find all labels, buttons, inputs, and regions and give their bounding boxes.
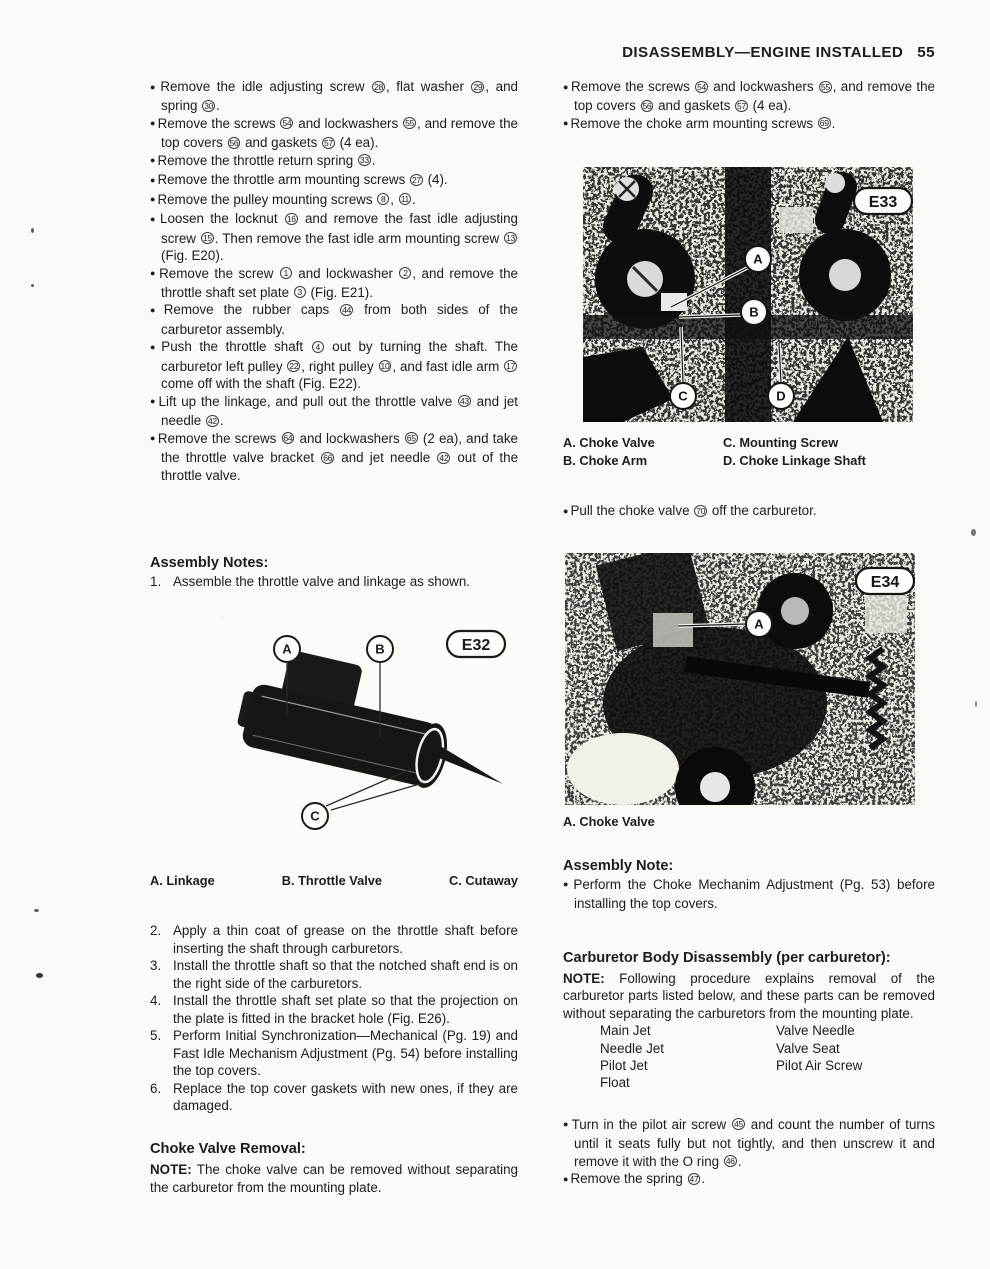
figure-e34 <box>565 553 915 805</box>
circled-part-number: 65 <box>406 433 416 444</box>
assembly-step <box>150 573 518 590</box>
step-number: 1. <box>150 573 162 589</box>
list-item: ● Turn in the pilot air screw 45 and count the number of turns until it seats fully but not tightly, and then unscrew it and remove it with the O ring 46 . <box>563 1116 935 1170</box>
leader-lines <box>678 624 746 626</box>
part-item: Float <box>600 1075 630 1091</box>
circled-part-number: 27 <box>411 174 421 185</box>
step-text: Perform Initial Synchronization—Mechanical (Pg. 19) and Fast Idle Mechanism Adjustment (Pg. 54) before installing the top covers. <box>173 1028 518 1079</box>
list-item: ● Remove the screws 54 and lockwashers 55 , and remove the top covers 56 and gaskets 57 (4 ea). <box>150 115 518 152</box>
circled-part-number: 4 <box>312 341 324 353</box>
figure-e32 <box>185 616 515 861</box>
part-item: Needle Jet <box>600 1040 665 1056</box>
circled-part-number: 10 <box>380 361 390 372</box>
choke-valve-removal-heading: Choke Valve Removal: <box>150 1141 306 1158</box>
step-number: 2. <box>150 923 162 939</box>
svg-text:A: A <box>753 252 763 268</box>
svg-text:E33: E33 <box>868 194 898 212</box>
list-item: ● Loosen the locknut 16 and remove the fast idle adjusting screw 15 . Then remove the fast idle arm mounting screw 13 (Fig. E20). <box>150 210 518 264</box>
svg-text:B: B <box>375 642 385 658</box>
note-paragraph <box>563 970 935 1022</box>
callout-c <box>302 803 328 829</box>
circled-part-number: 22 <box>289 361 299 372</box>
part-item: Pilot Jet <box>600 1057 648 1073</box>
list-item: ● Remove the throttle arm mounting screws 27 (4). <box>150 171 518 190</box>
step-number: 6. <box>150 1080 162 1096</box>
callout-b <box>741 299 767 325</box>
part-item: Valve Needle <box>776 1023 855 1039</box>
step-number: 5. <box>150 1028 162 1044</box>
figure-caption: B. Throttle Valve <box>281 873 382 889</box>
removal-bullet-list <box>563 78 935 134</box>
circled-part-number: 69 <box>819 118 829 129</box>
figure-badge <box>856 568 914 594</box>
list-item: ● Remove the rubber caps 44 from both sides of the carburetor assembly. <box>150 301 518 338</box>
svg-text:C: C <box>310 809 320 825</box>
assembly-step <box>150 992 518 1027</box>
circled-part-number: 44 <box>342 304 352 315</box>
carburetor-body-heading: Carburetor Body Disassembly (per carburetor): <box>563 949 891 966</box>
callout-a <box>745 246 771 272</box>
figure-e32-captions <box>150 873 518 888</box>
figure-e33 <box>583 167 913 422</box>
step-text: Replace the top cover gaskets with new ones, if they are damaged. <box>173 1080 518 1113</box>
circled-part-number: 3 <box>294 286 306 298</box>
circled-part-number: 56 <box>642 100 652 111</box>
list-item: ● Remove the choke arm mounting screws 69 . <box>563 115 935 134</box>
circled-part-number: 11 <box>400 194 409 205</box>
circled-part-number: 57 <box>324 137 333 148</box>
list-item: ● Remove the screws 54 and lockwashers 55 , and remove the top covers 56 and gaskets 57 (4 ea). <box>563 78 935 115</box>
list-item: ● Remove the pulley mounting screws 8 , 11 . <box>150 191 518 210</box>
list-item: ● Remove the screws 64 and lockwashers 65 (2 ea), and take the throttle valve bracket 66 and jet needle 42 out of the throttle valve. <box>150 430 518 484</box>
circled-part-number: 70 <box>696 505 706 516</box>
circled-part-number: 17 <box>506 361 516 372</box>
figure-badge <box>447 631 505 657</box>
scan-artifact <box>31 228 34 233</box>
callout-c <box>670 383 696 409</box>
circled-part-number: 57 <box>737 100 746 111</box>
circled-part-number: 28 <box>374 81 383 92</box>
figure-caption: A. Choke Valve <box>563 435 655 451</box>
circled-part-number: 64 <box>283 433 293 444</box>
circled-part-number: 47 <box>689 1173 699 1184</box>
circled-part-number: 42 <box>207 415 217 426</box>
assembly-step <box>150 1027 518 1079</box>
circled-part-number: 45 <box>734 1119 743 1130</box>
step-text: Install the throttle shaft set plate so that the projection on the plate is fitted in the bracket hole (Fig. E26). <box>173 993 518 1026</box>
list-item: ● Push the throttle shaft 4 out by turning the shaft. The carburetor left pulley 22 , right pulley 10 , and fast idle arm 17 come off with the shaft (Fig. E22). <box>150 338 518 392</box>
note-text: The choke valve can be removed without separating the carburetor from the mounting plate. <box>150 1162 519 1195</box>
scan-artifact <box>975 701 977 707</box>
circled-part-number: 33 <box>359 155 369 166</box>
list-item: ● Remove the screw 1 and lockwasher 2 , and remove the throttle shaft set plate 3 (Fig. E21). <box>150 265 518 302</box>
list-item: ● Perform the Choke Mechanim Adjustment (Pg. 53) before installing the top covers. <box>563 876 935 913</box>
circled-part-number: 55 <box>820 81 830 92</box>
assembly-step <box>150 957 518 992</box>
note-label: NOTE: <box>563 970 605 986</box>
scan-artifact <box>31 284 34 287</box>
step-text: Install the throttle shaft so that the notched shaft end is on the right side of the carburetors. <box>173 958 518 991</box>
carburetor-parts-list <box>563 1022 935 1092</box>
circled-part-number: 8 <box>377 193 389 205</box>
list-item: ● Remove the spring 47 . <box>563 1170 935 1189</box>
step-number: 3. <box>150 958 162 974</box>
scan-artifact <box>971 529 976 536</box>
circled-part-number: 54 <box>282 118 292 129</box>
list-item: ● Remove the throttle return spring 33 . <box>150 152 518 171</box>
svg-text:E34: E34 <box>870 573 900 591</box>
page-title: DISASSEMBLY—ENGINE INSTALLED <box>622 44 904 61</box>
figure-caption: B. Choke Arm <box>563 453 648 469</box>
assembly-notes-heading: Assembly Notes: <box>150 554 269 571</box>
page-number: 55 <box>917 44 935 61</box>
callout-b <box>367 636 393 662</box>
note-label: NOTE: <box>150 1162 192 1178</box>
part-item: Valve Seat <box>776 1040 840 1056</box>
circled-part-number: 43 <box>459 396 469 407</box>
svg-text:B: B <box>749 305 759 321</box>
circled-part-number: 29 <box>473 81 483 92</box>
part-item <box>776 1074 935 1091</box>
figure-e34-photo <box>565 553 915 805</box>
svg-text:C: C <box>678 389 688 405</box>
scan-artifact <box>34 909 39 912</box>
scan-artifact <box>36 973 43 978</box>
circled-part-number: 42 <box>439 452 449 463</box>
callout-d <box>768 383 794 409</box>
callout-a <box>746 611 772 637</box>
choke-pull-bullet-list <box>563 502 935 521</box>
part-item: Main Jet <box>600 1023 651 1039</box>
svg-text:E32: E32 <box>461 637 491 655</box>
circled-part-number: 66 <box>323 452 333 463</box>
circled-part-number: 16 <box>286 213 296 224</box>
circled-part-number: 13 <box>506 233 515 244</box>
circled-part-number: 15 <box>202 233 212 244</box>
figure-caption: D. Choke Linkage Shaft <box>723 453 866 469</box>
assembly-step <box>150 1080 518 1115</box>
list-item: ● Lift up the linkage, and pull out the throttle valve 43 and jet needle 42 . <box>150 393 518 430</box>
figure-caption: C. Cutaway <box>449 873 518 889</box>
list-item: ● Pull the choke valve 70 off the carburetor. <box>563 502 935 521</box>
circled-part-number: 46 <box>725 1156 735 1167</box>
removal-bullet-list <box>150 78 518 484</box>
list-item: ● Remove the idle adjusting screw 28 , flat washer 29 , and spring 30 . <box>150 78 518 115</box>
figure-badge <box>854 188 912 214</box>
figure-caption: C. Mounting Screw <box>723 435 839 451</box>
assembly-steps-list <box>150 922 518 1114</box>
step-text: Apply a thin coat of grease on the throttle shaft before inserting the shaft through carburetors. <box>173 923 518 956</box>
svg-text:D: D <box>776 389 786 405</box>
left-column <box>150 78 518 1196</box>
right-column <box>563 78 935 1190</box>
figure-e34-caption: A. Choke Valve <box>563 813 655 829</box>
circled-part-number: 1 <box>280 267 292 279</box>
step-number: 4. <box>150 993 162 1009</box>
circled-part-number: 56 <box>229 137 239 148</box>
circled-part-number: 2 <box>399 267 411 279</box>
circled-part-number: 54 <box>697 81 706 92</box>
pilot-screw-bullet-list <box>563 1116 935 1190</box>
assembly-note-bullet-list <box>563 876 935 913</box>
callout-a <box>274 636 300 662</box>
assembly-note-heading: Assembly Note: <box>563 857 674 874</box>
svg-text:A: A <box>282 642 292 658</box>
note-text: Following procedure explains removal of the carburetor parts listed below, and these parts can be removed without separating the carburetors from the mounting plate. <box>563 970 935 1021</box>
figure-e33-captions <box>563 434 935 470</box>
figure-caption: A. Linkage <box>150 873 215 889</box>
step-text: Assemble the throttle valve and linkage as shown. <box>173 573 470 589</box>
circled-part-number: 55 <box>405 118 414 129</box>
page-header <box>563 44 935 61</box>
svg-text:A: A <box>754 616 764 632</box>
figure-e33-photo <box>583 167 913 422</box>
circled-part-number: 30 <box>204 100 214 111</box>
note-paragraph <box>150 1161 518 1196</box>
figure-e32-drawing <box>185 616 515 861</box>
assembly-step <box>150 922 518 957</box>
part-item: Pilot Air Screw <box>776 1057 863 1073</box>
